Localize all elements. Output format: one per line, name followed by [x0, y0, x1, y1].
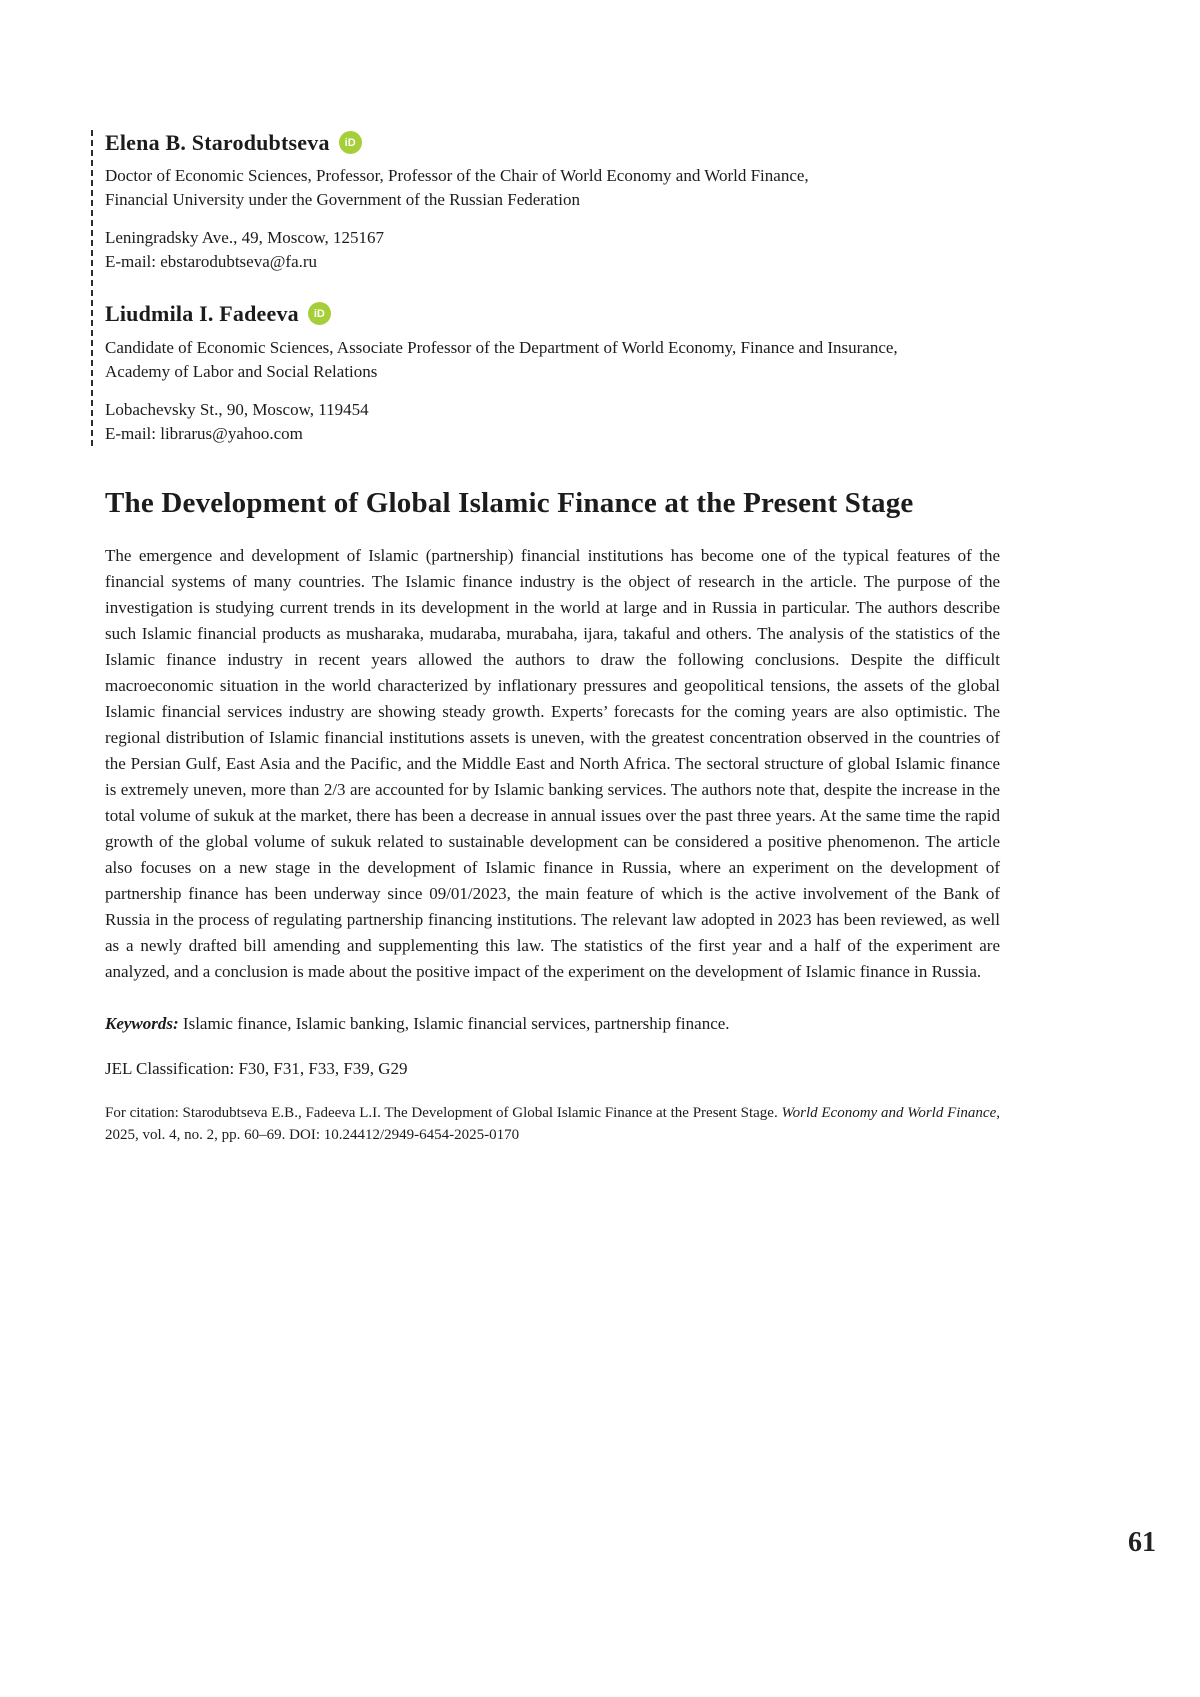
citation-suffix: 2025, vol. 4, no. 2, pp. 60–69. DOI: 10.24412/2949-6454-2025-0170 — [105, 1126, 520, 1143]
author-address: Leningradsky Ave., 49, Moscow, 125167 — [105, 228, 385, 248]
page-number: 61 — [1128, 1527, 1156, 1558]
keywords-text: Islamic finance, Islamic banking, Islamic financial services, partnership finance. — [178, 1013, 730, 1033]
author-name: Elena B. Starodubtseva — [105, 130, 330, 155]
author-name: Liudmila I. Fadeeva — [105, 301, 299, 327]
citation-block — [105, 1102, 1000, 1146]
citation-prefix: For citation: Starodubtseva E.B., Fadeeva L.I. The Development of Global Islamic Finance at the Present Stage. — [105, 1104, 782, 1121]
author-1-name-row — [105, 130, 1000, 155]
author-affiliation — [105, 164, 1000, 212]
author-email: E-mail: ebstarodubtseva@fa.ru — [105, 252, 318, 272]
author-2-name-row — [105, 301, 1000, 326]
jel-classification: JEL Classification: F30, F31, F33, F39, G29 — [105, 1058, 408, 1078]
affiliation-line: Academy of Labor and Social Relations — [105, 361, 378, 381]
authors-block — [91, 130, 1000, 446]
affiliation-line: Doctor of Economic Sciences, Professor, Professor of the Chair of World Economy and World Finance, — [105, 166, 809, 186]
author-affiliation — [105, 336, 1000, 384]
author-contact — [105, 226, 1000, 274]
affiliation-line: Financial University under the Government of the Russian Federation — [105, 190, 580, 210]
abstract-text: The emergence and development of Islamic (partnership) financial institutions has become one of the typical features of the financial systems of many countries. The Islamic finance industry is the object of research in the article. The purpose of the investigation is studying current trends in its development in the world at large and in Russia in particular. The authors describe such Islamic financial products as musharaka, mudaraba, murabaha, ijara, takaful and others. The analysis of the statistics of the Islamic finance industry in recent years allowed the authors to draw the following conclusions. Despite the difficult macroeconomic situation in the world characterized by inflationary pressures and geopolitical tensions, the assets of the global Islamic financial services industry are showing steady growth. Experts’ forecasts for the coming years are also optimistic. The regional distribution of Islamic financial institutions assets is uneven, with the greatest concentration observed in the countries of the Persian Gulf, East Asia and the Pacific, and the Middle East and North Africa. The sectoral structure of global Islamic finance is extremely uneven, more than 2/3 are accounted for by Islamic banking services. The authors note that, despite the increase in the total volume of sukuk at the market, there has been a decrease in annual issues over the past three years. At the same time the rapid growth of the global volume of sukuk related to sustainable development can be considered a positive phenomenon. The article also focuses on a new stage in the development of Islamic finance in Russia, where an experiment on the development of partnership finance has been underway since 09/01/2023, the main feature of which is the active involvement of the Bank of Russia in the process of regulating partnership financing institutions. The relevant law adopted in 2023 has been reviewed, as well as a newly drafted bill amending and supplementing this law. The statistics of the first year and a half of the experiment are analyzed, and a conclusion is made about the positive impact of the experiment on the development of Islamic finance in Russia. — [105, 545, 1000, 981]
orcid-icon[interactable]: iD — [308, 302, 331, 325]
orcid-icon[interactable]: iD — [339, 131, 362, 154]
author-2 — [105, 301, 1000, 445]
author-1 — [105, 130, 1000, 274]
affiliation-line: Candidate of Economic Sciences, Associate Professor of the Department of World Economy, Finance and Insurance, — [105, 337, 898, 357]
article-title: The Development of Global Islamic Finance at the Present Stage — [105, 486, 914, 519]
citation-journal-name: World Economy and World Finance, — [781, 1104, 1001, 1121]
keywords-line — [105, 1012, 1000, 1036]
main-column — [105, 130, 1000, 1146]
keywords-label: Keywords: — [105, 1013, 179, 1033]
author-email: E-mail: librarus@yahoo.com — [105, 423, 303, 443]
author-contact — [105, 398, 1000, 446]
author-address: Lobachevsky St., 90, Moscow, 119454 — [105, 399, 369, 419]
